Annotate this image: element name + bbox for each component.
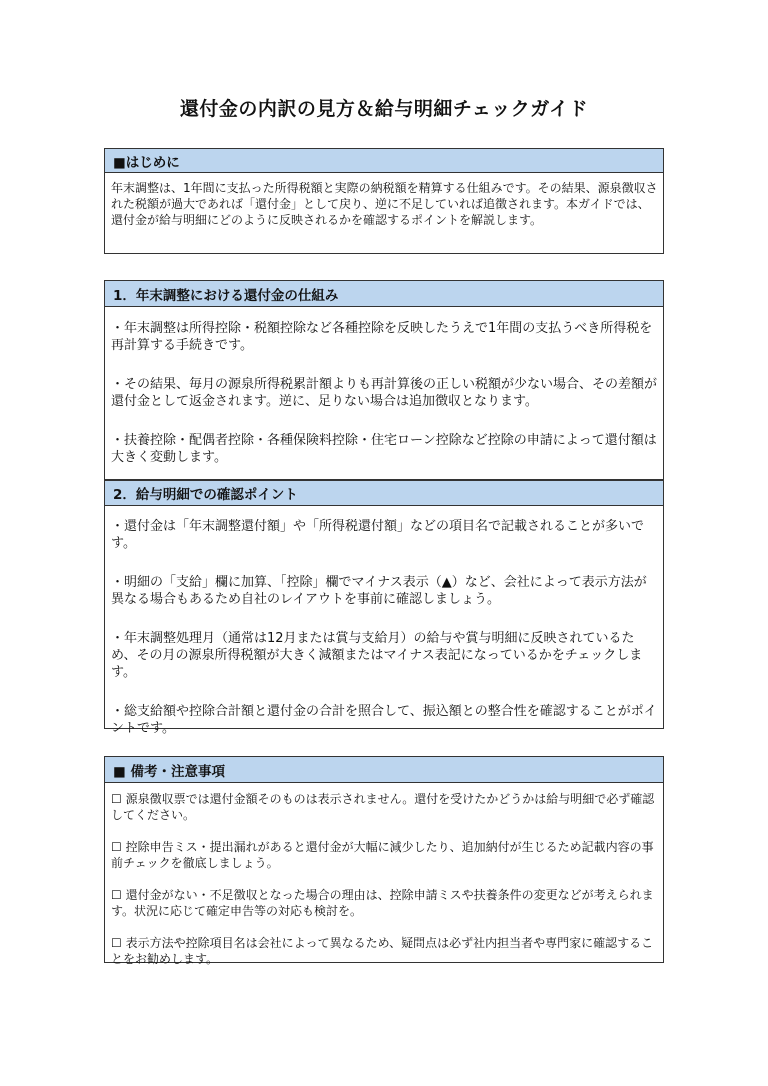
intro-body [105,173,663,234]
page-title: 還付金の内訳の見方＆給与明細チェックガイド [179,98,589,120]
notes-item: ☐ 表示方法や控除項目名は会社によって異なるため、疑問点は必ず社内担当者や専門家に確認することをお勧めします。 [111,936,654,966]
section-2-heading: 2．給与明細での確認ポイント [105,480,663,506]
section-1-item: ・年末調整は所得控除・税額控除など各種控除を反映したうえで1年間の支払うべき所得税を再計算する手続きです。 [111,321,653,353]
notes-item: ☐ 還付金がない・不足徴収となった場合の理由は、控除申請ミスや扶養条件の変更などが考えられます。状況に応じて確定申告等の対応も検討を。 [111,888,654,918]
intro-text: 年末調整は、1年間に支払った所得税額と実際の納税額を精算する仕組みです。その結果、源泉徴収された税額が過大であれば「還付金」として戻り、逆に不足していれば追徴されます。本ガイドでは、還付金が給与明細にどのように反映されるかを確認するポイントを解説します。 [111,181,658,227]
intro-box [104,148,664,254]
section-1-heading: 1．年末調整における還付金の仕組み [105,281,663,307]
section-2-body [105,506,663,743]
section-1-body [105,307,663,472]
section-1-item: ・扶養控除・配偶者控除・各種保険料控除・住宅ローン控除など控除の申請によって還付額は大きく変動します。 [111,433,657,465]
section-2-item: ・還付金は「年末調整還付額」や「所得税還付額」などの項目名で記載されることが多いです。 [111,519,645,551]
notes-body [105,783,663,973]
section-2-box [104,480,664,736]
section-1-item: ・その結果、毎月の源泉所得税累計額よりも再計算後の正しい税額が少ない場合、その差額が還付金として返金されます。逆に、足りない場合は追加徴収となります。 [111,377,658,409]
notes-item: ☐ 源泉徴収票では還付金額そのものは表示されません。還付を受けたかどうかは給与明細で必ず確認してください。 [111,792,655,822]
notes-box [104,756,664,966]
section-2-item: ・年末調整処理月（通常は12月または賞与支給月）の給与や賞与明細に反映されているため、その月の源泉所得税額が大きく減額またはマイナス表記になっているかをチェックします。 [111,631,643,680]
notes-item: ☐ 控除申告ミス・提出漏れがあると還付金が大幅に減少したり、追加納付が生じるため記載内容の事前チェックを徹底しましょう。 [111,840,654,870]
section-2-item: ・総支給額や控除合計額と還付金の合計を照合して、振込額との整合性を確認することがポイントです。 [111,704,657,736]
section-2-item: ・明細の「支給」欄に加算、「控除」欄でマイナス表示（▲）など、会社によって表示方法が異なる場合もあるため自社のレイアウトを事前に確認しましょう。 [111,575,647,607]
section-1-box [104,280,664,480]
intro-heading: ■はじめに [105,149,663,173]
notes-heading: ■ 備考・注意事項 [105,757,663,783]
